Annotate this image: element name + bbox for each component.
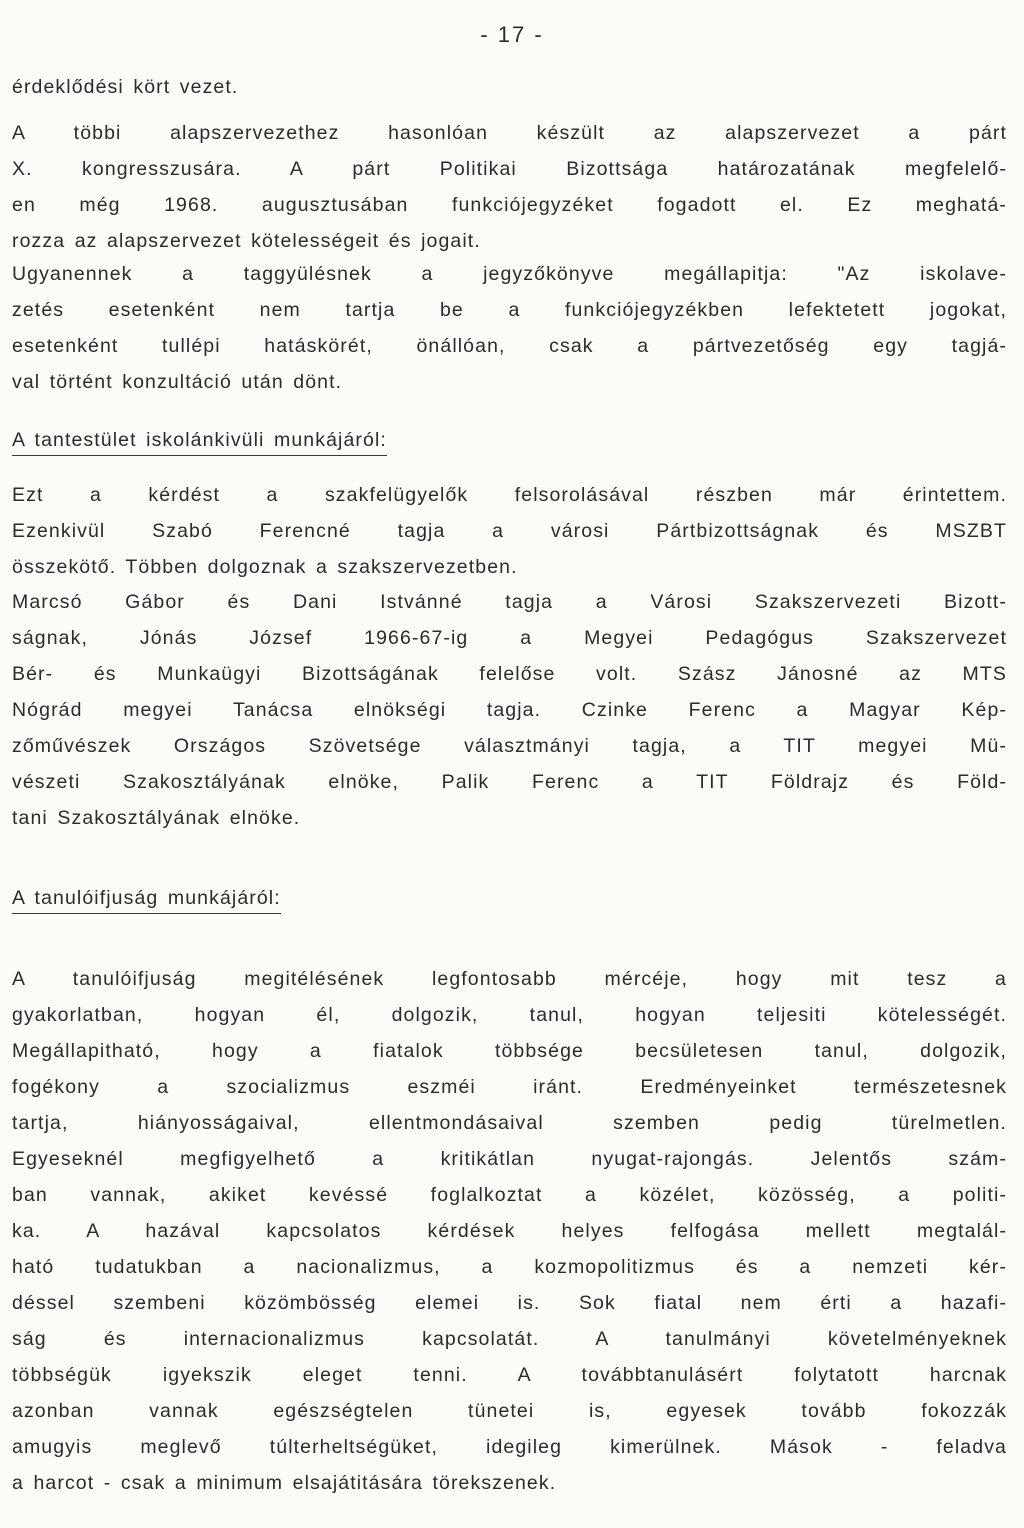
text-line: fogékony a szocializmus eszméi iránt. Eredményeinket természetesnek xyxy=(12,1076,1007,1098)
text-line: ható tudatukban a nacionalizmus, a kozmopolitizmus és a nemzeti kér- xyxy=(12,1256,1007,1278)
text-line: azonban vannak egészségtelen tünetei is, egyesek tovább fokozzák xyxy=(12,1400,1007,1422)
text-line: A többi alapszervezethez hasonlóan készült az alapszervezet a párt xyxy=(12,122,1007,144)
text-line: amugyis meglevő túlterheltségüket, idegileg kimerülnek. Mások - feladva xyxy=(12,1436,1007,1458)
text-line: déssel szembeni közömbösség elemei is. Sok fiatal nem érti a hazafi- xyxy=(12,1292,1007,1314)
text-line: Egyeseknél megfigyelhető a kritikátlan nyugat-rajongás. Jelentős szám- xyxy=(12,1148,1007,1170)
paragraph-supervisors xyxy=(12,477,1007,585)
paragraph-party-congress xyxy=(12,115,1007,259)
section-heading-youth: A tanulóifjuság munkájáról: xyxy=(12,886,281,914)
text-line: Marcsó Gábor és Dani Istvánné tagja a Városi Szakszervezeti Bizott- xyxy=(12,591,1007,613)
section-heading-staff: A tantestület iskolánkivüli munkájáról: xyxy=(12,428,387,456)
text-line: rozza az alapszervezet kötelességeit és jogait. xyxy=(12,230,481,252)
text-line: gyakorlatban, hogyan él, dolgozik, tanul, hogyan teljesiti kötelességét. xyxy=(12,1004,1007,1026)
text-line: zőművészek Országos Szövetsége választmányi tagja, a TIT megyei Mü- xyxy=(12,735,1007,757)
text-line: esetenként tullépi hatáskörét, önállóan, csak a pártvezetőség egy tagjá- xyxy=(12,335,1007,357)
text-line: Megállapitható, hogy a fiatalok többsége becsületesen tanul, dolgozik, xyxy=(12,1040,1007,1062)
text-line: val történt konzultáció után dönt. xyxy=(12,371,343,393)
paragraph-meeting-minutes xyxy=(12,256,1007,400)
text-line: ban vannak, akiket kevéssé foglalkoztat a közélet, közösség, a politi- xyxy=(12,1184,1007,1206)
text-line: tartja, hiányosságaival, ellentmondásaival szemben pedig türelmetlen. xyxy=(12,1112,1007,1134)
text-line: tani Szakosztályának elnöke. xyxy=(12,807,301,829)
text-line: ságnak, Jónás József 1966-67-ig a Megyei Pedagógus Szakszervezet xyxy=(12,627,1007,649)
text-line: Ezt a kérdést a szakfelügyelők felsorolásával részben már érintettem. xyxy=(12,484,1007,506)
text-line: ka. A hazával kapcsolatos kérdések helyes felfogása mellett megtalál- xyxy=(12,1220,1007,1242)
text-line: többségük igyekszik eleget tenni. A továbbtanulásért folytatott harcnak xyxy=(12,1364,1007,1386)
paragraph-intro xyxy=(12,69,1007,105)
text-line: összekötő. Többen dolgoznak a szakszervezetben. xyxy=(12,556,518,578)
text-line: en még 1968. augusztusában funkciójegyzéket fogadott el. Ez meghatá- xyxy=(12,194,1007,216)
text-line: érdeklődési kört vezet. xyxy=(12,76,239,98)
page-number: - 17 - xyxy=(480,22,544,47)
text-line: a harcot - csak a minimum elsajátitására törekszenek. xyxy=(12,1472,557,1494)
text-line: Ugyanennek a taggyülésnek a jegyzőkönyve megállapitja: "Az iskolave- xyxy=(12,263,1007,285)
text-line: Bér- és Munkaügyi Bizottságának felelőse volt. Szász Jánosné az MTS xyxy=(12,663,1007,685)
text-line: zetés esetenként nem tartja be a funkciójegyzékben lefektetett jogokat, xyxy=(12,299,1007,321)
text-line: ság és internacionalizmus kapcsolatát. A tanulmányi követelményeknek xyxy=(12,1328,1007,1350)
text-line: A tanulóifjuság megitélésének legfontosabb mércéje, hogy mit tesz a xyxy=(12,968,1007,990)
paragraph-youth xyxy=(12,961,1007,1501)
text-line: Ezenkivül Szabó Ferencné tagja a városi Pártbizottságnak és MSZBT xyxy=(12,520,1007,542)
text-line: vészeti Szakosztályának elnöke, Palik Ferenc a TIT Földrajz és Föld- xyxy=(12,771,1007,793)
text-line: X. kongresszusára. A párt Politikai Bizottsága határozatának megfelelő- xyxy=(12,158,1007,180)
text-line: Nógrád megyei Tanácsa elnökségi tagja. Czinke Ferenc a Magyar Kép- xyxy=(12,699,1007,721)
paragraph-union-members xyxy=(12,584,1007,836)
